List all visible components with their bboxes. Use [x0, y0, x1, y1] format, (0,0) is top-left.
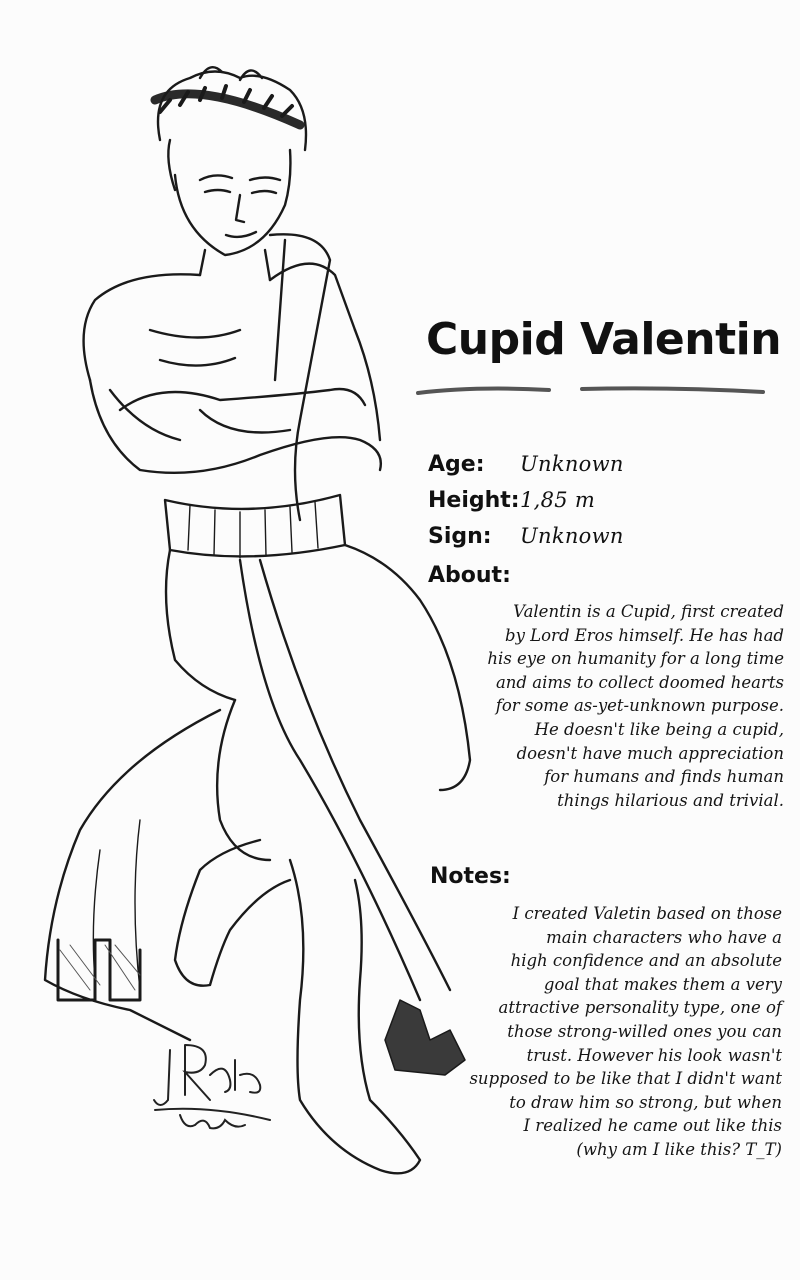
height-field	[428, 488, 595, 513]
title-underline-right	[580, 384, 765, 398]
about-heading: About:	[428, 563, 511, 588]
age-value: Unknown	[520, 452, 624, 476]
age-field	[428, 452, 624, 477]
height-value: 1,85 m	[520, 488, 596, 512]
age-label: Age:	[428, 452, 485, 477]
about-text: Valentin is a Cupid, first created by Lord Eros himself. He has had his eye on humanity for a long time and aims to collect doomed hearts for some as-yet-unknown purpose. He doesn't like being a cupid, doesn't have much appreciation for humans and finds human things hilarious and trivial.	[487, 602, 784, 810]
notes-text: I created Valetin based on those main characters who have a high confidence and an absolute goal that makes them a very attractive personality type, one of those strong-willed ones you can trust. However his look wasn't supposed to be like that I didn't want to draw him so strong, but when I realized he came out like this (why am I like this? T_T)	[469, 904, 782, 1159]
height-label: Height:	[428, 488, 520, 513]
character-name-title: Cupid Valentin	[426, 314, 782, 365]
artist-signature	[150, 1030, 280, 1140]
sign-label: Sign:	[428, 524, 492, 549]
sign-field	[428, 524, 624, 549]
sign-value: Unknown	[520, 524, 624, 548]
title-underline-left	[416, 384, 551, 398]
notes-heading: Notes:	[430, 864, 511, 889]
